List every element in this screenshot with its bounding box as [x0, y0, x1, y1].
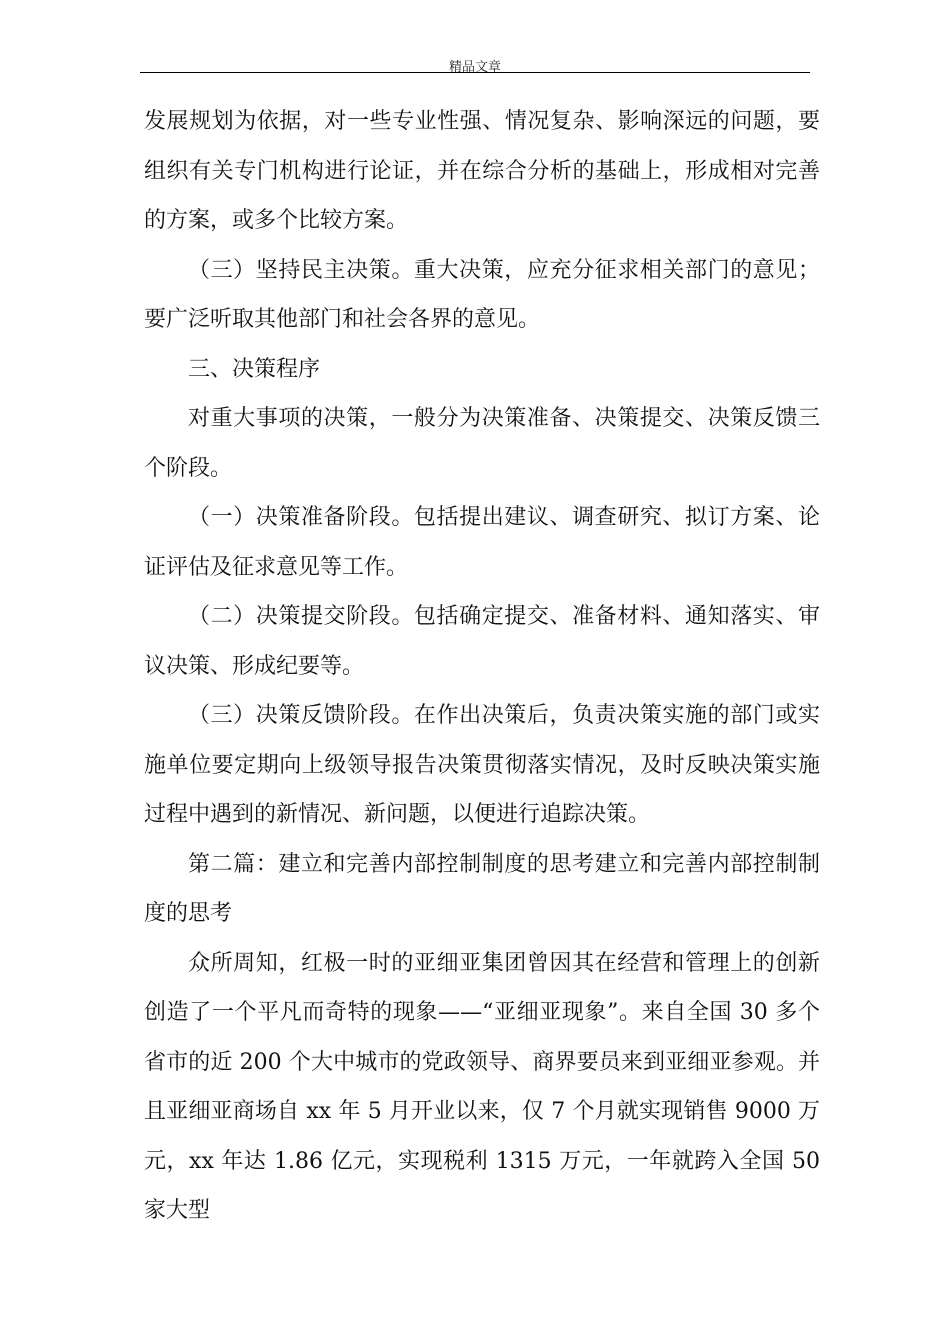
paragraph-continuation: 发展规划为依据，对一些专业性强、情况复杂、影响深远的问题，要组织有关专门机构进行论证，并在综合分析的基础上，形成相对完善的方案，或多个比较方案。: [144, 109, 820, 233]
chapter-title-part-two: 第二篇：建立和完善内部控制制度的思考建立和完善内部控制制度的思考: [144, 851, 820, 926]
paragraph-three-stages: 对重大事项的决策，一般分为决策准备、决策提交、决策反馈三个阶段。: [144, 406, 820, 481]
paragraph-asia-phenomenon: 众所周知，红极一时的亚细亚集团曾因其在经营和管理上的创新创造了一个平凡而奇特的现象——“亚细亚现象”。来自全国 30 多个省市的近 200 个大中城市的党政领导、商界要员来到亚细亚参观。并且亚细亚商场自 xx 年 5 月开业以来，仅 7 个月就实现销售 9000 万元，xx 年达 1.86 亿元，实现税利 1315 万元，一年就跨入全国 50 家大型: [144, 950, 820, 1223]
paragraph-feedback-stage: （三）决策反馈阶段。在作出决策后，负责决策实施的部门或实施单位要定期向上级领导报告决策贯彻落实情况，及时反映决策实施过程中遇到的新情况、新问题，以便进行追踪决策。: [144, 703, 820, 827]
paragraph-democratic-decision: （三）坚持民主决策。重大决策，应充分征求相关部门的意见；要广泛听取其他部门和社会各界的意见。: [144, 257, 820, 332]
section-heading-decision-procedure: 三、决策程序: [188, 356, 321, 382]
paragraph-preparation-stage: （一）决策准备阶段。包括提出建议、调查研究、拟订方案、论证评估及征求意见等工作。: [144, 505, 820, 580]
header-divider: [140, 72, 810, 73]
document-body: [144, 97, 820, 1236]
paragraph-submission-stage: （二）决策提交阶段。包括确定提交、准备材料、通知落实、审议决策、形成纪要等。: [144, 604, 820, 679]
page-header-label: 精品文章: [448, 60, 501, 75]
